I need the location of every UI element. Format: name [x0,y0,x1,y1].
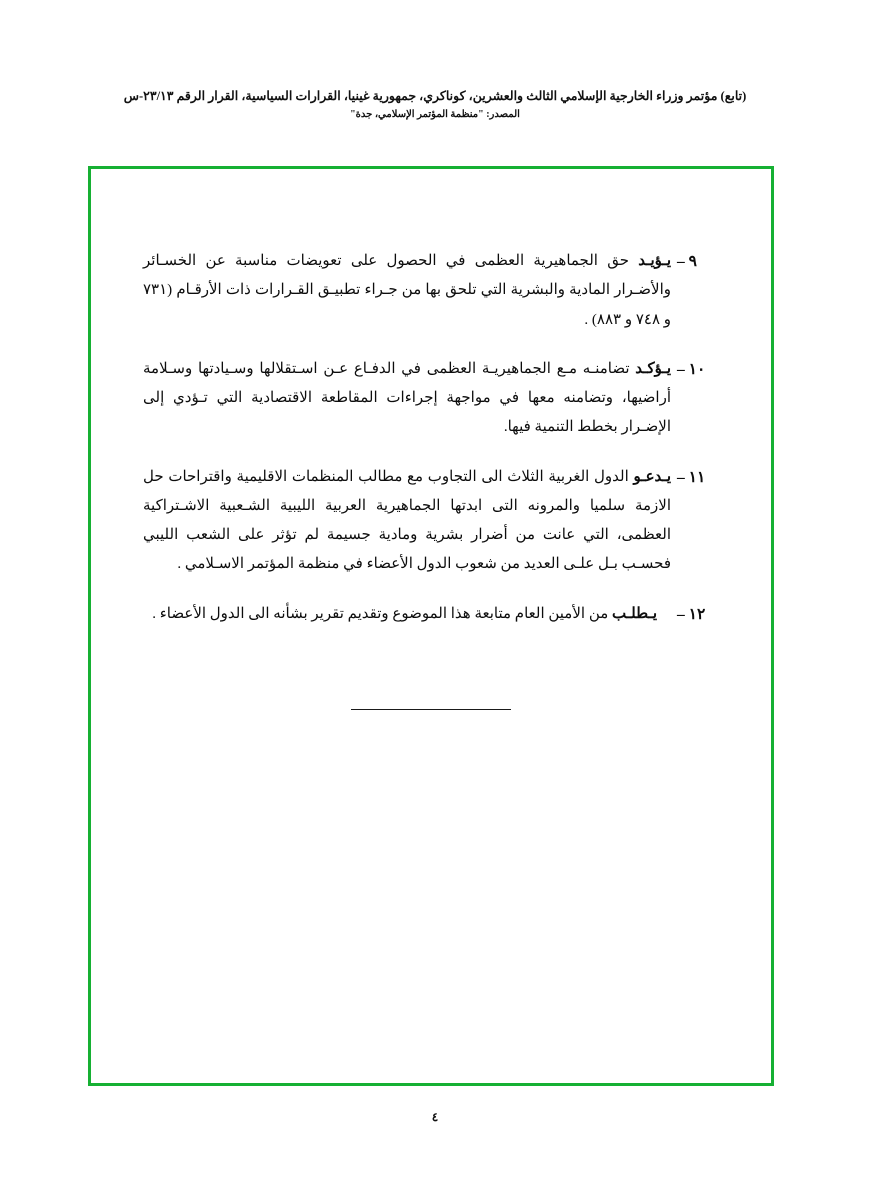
clause-item [143,247,731,335]
clause-body-text: الدول الغربية الثلاث الى التجاوب مع مطالب المنظمات الاقليمية واقتراحات حل الازمة سلميا والمرونه التى ابدتها الجماهيرية العربية الليبية الشـعبية الاشـتراكية العظمى، التي عانت من أضرار بشرية ومادية جسيمة لم تؤثر على الشعب الليبي فحسـب بـل علـى العديد من شعوب الدول الأعضاء في منظمة المؤتمر الاسـلامي . [143,468,671,573]
clause-body-text: من الأمين العام متابعة هذا الموضوع وتقديم تقرير بشأنه الى الدول الأعضاء . [152,605,613,622]
header-title: (تابع) مؤتمر وزراء الخارجية الإسلامي الثالث والعشرين، كوناكري، جمهورية غينيا، القرارات السياسية، القرار الرقم ٢٣/١٣-س [123,89,747,103]
bordered-content-box [88,166,774,1086]
header-source: المصدر: "منظمة المؤتمر الإسلامي، جدة" [350,109,520,120]
clause-lead-word: يـؤكـد [635,360,671,377]
page-number: ٤ [431,1110,439,1124]
clause-number: ١٠ – [677,360,706,378]
clause-body-text: حق الجماهيرية العظمى في الحصول على تعويضات مناسبة عن الخسـائر والأضـرار المادية والبشرية التي تلحق بها من جـراء تطبيـق القـرارات ذات الأرقـام (٧٣١ و ٧٤٨ و ٨٨٣) . [143,253,671,328]
clause-text [143,355,671,443]
clause-number: ١٢ – [677,605,706,623]
clause-lead-word: يـدعـو [633,468,671,485]
clause-item [143,600,731,630]
clause-text [143,463,671,580]
section-separator [91,709,771,710]
clause-number: ١١ – [677,468,706,486]
clause-lead-word: يـطلـب [612,605,657,622]
clause-item [143,463,731,580]
clause-number: ٩ – [677,253,697,270]
horizontal-rule [351,709,511,710]
clause-text [143,247,671,335]
clause-text [143,600,671,629]
clause-body-text: تضامنـه مـع الجماهيريـة العظمى في الدفـاع عـن اسـتقلالها وسـيادتها وسـلامة أراضيها، وتضامنه معها في مواجهة إجراءات المقاطعة الاقتصادية التي تـؤدي إلى الإضـرار بخطط التنمية فيها. [143,360,671,436]
clause-list [143,247,731,630]
clause-item [143,355,731,443]
page-header [0,88,870,120]
clause-lead-word: يـؤيـد [638,253,671,269]
